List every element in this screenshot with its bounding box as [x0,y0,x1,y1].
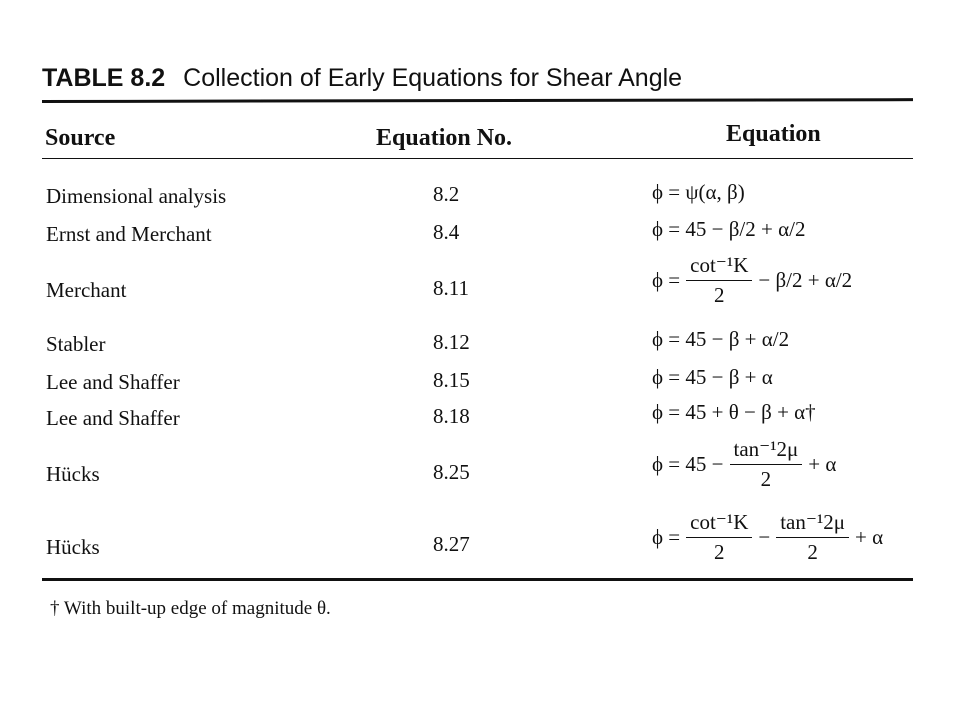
row-7-eq-suffix: + α [808,452,837,476]
row-4-equation-no: 8.12 [433,330,470,354]
row-4-equation: ϕ = 45 − β + α/2 [652,327,790,351]
row-3-eq-suffix: − β/2 + α/2 [758,268,853,292]
row-8-equation [652,510,883,565]
row-8-fraction-2 [776,510,849,565]
row-1-source: Dimensional analysis [46,184,227,208]
bottom-rule [42,578,913,581]
row-7-eq-prefix: ϕ = 45 − [652,452,724,476]
row-5-equation-no: 8.15 [433,368,470,392]
row-8-source: Hücks [46,535,100,559]
table-number: TABLE 8.2 [42,64,166,92]
header-source: Source [45,125,116,151]
row-8-equation-no: 8.27 [433,532,470,556]
table-footnote: † With built-up edge of magnitude θ. [50,598,331,619]
row-7-source: Hücks [46,462,100,486]
row-5-source: Lee and Shaffer [46,370,180,394]
row-6-source: Lee and Shaffer [46,406,180,430]
row-7-fraction-denominator: 2 [760,467,772,491]
row-8-fraction-1 [686,510,752,565]
row-3-fraction-denominator: 2 [714,283,725,307]
table-title [42,64,682,93]
header-equation-no: Equation No. [376,125,513,151]
row-6-equation: ϕ = 45 + θ − β + α† [652,400,816,424]
row-6-equation-no: 8.18 [433,404,470,428]
row-1-equation: ϕ = ψ(α, β) [652,180,745,204]
table-caption: Collection of Early Equations for Shear Angle [183,64,683,92]
row-8-eq-prefix: ϕ = [652,525,681,549]
header-rule [42,158,913,159]
row-7-fraction [730,437,803,492]
row-8-fraction-2-denominator: 2 [807,540,818,564]
row-8-fraction-1-denominator: 2 [714,540,725,564]
row-4-source: Stabler [46,332,106,356]
row-8-eq-mid: − [758,525,771,549]
row-1-equation-no: 8.2 [433,182,460,206]
row-3-equation [652,253,852,308]
row-7-equation-no: 8.25 [433,460,470,484]
row-8-fraction-1-numerator: cot⁻¹K [686,510,752,538]
row-3-fraction [686,253,752,308]
row-2-equation-no: 8.4 [433,220,460,244]
row-3-eq-prefix: ϕ = [652,268,681,292]
row-8-eq-suffix: + α [855,525,884,549]
row-5-equation: ϕ = 45 − β + α [652,365,773,389]
row-8-fraction-2-numerator: tan⁻¹2μ [776,510,849,538]
row-7-fraction-numerator: tan⁻¹2μ [730,437,803,465]
top-rule [42,98,913,103]
row-7-equation [652,437,836,492]
row-3-source: Merchant [46,278,127,302]
header-equation: Equation [726,121,821,147]
row-2-source: Ernst and Merchant [46,222,212,246]
row-2-equation: ϕ = 45 − β/2 + α/2 [652,217,806,241]
row-3-fraction-numerator: cot⁻¹K [686,253,752,281]
row-3-equation-no: 8.11 [433,276,469,300]
